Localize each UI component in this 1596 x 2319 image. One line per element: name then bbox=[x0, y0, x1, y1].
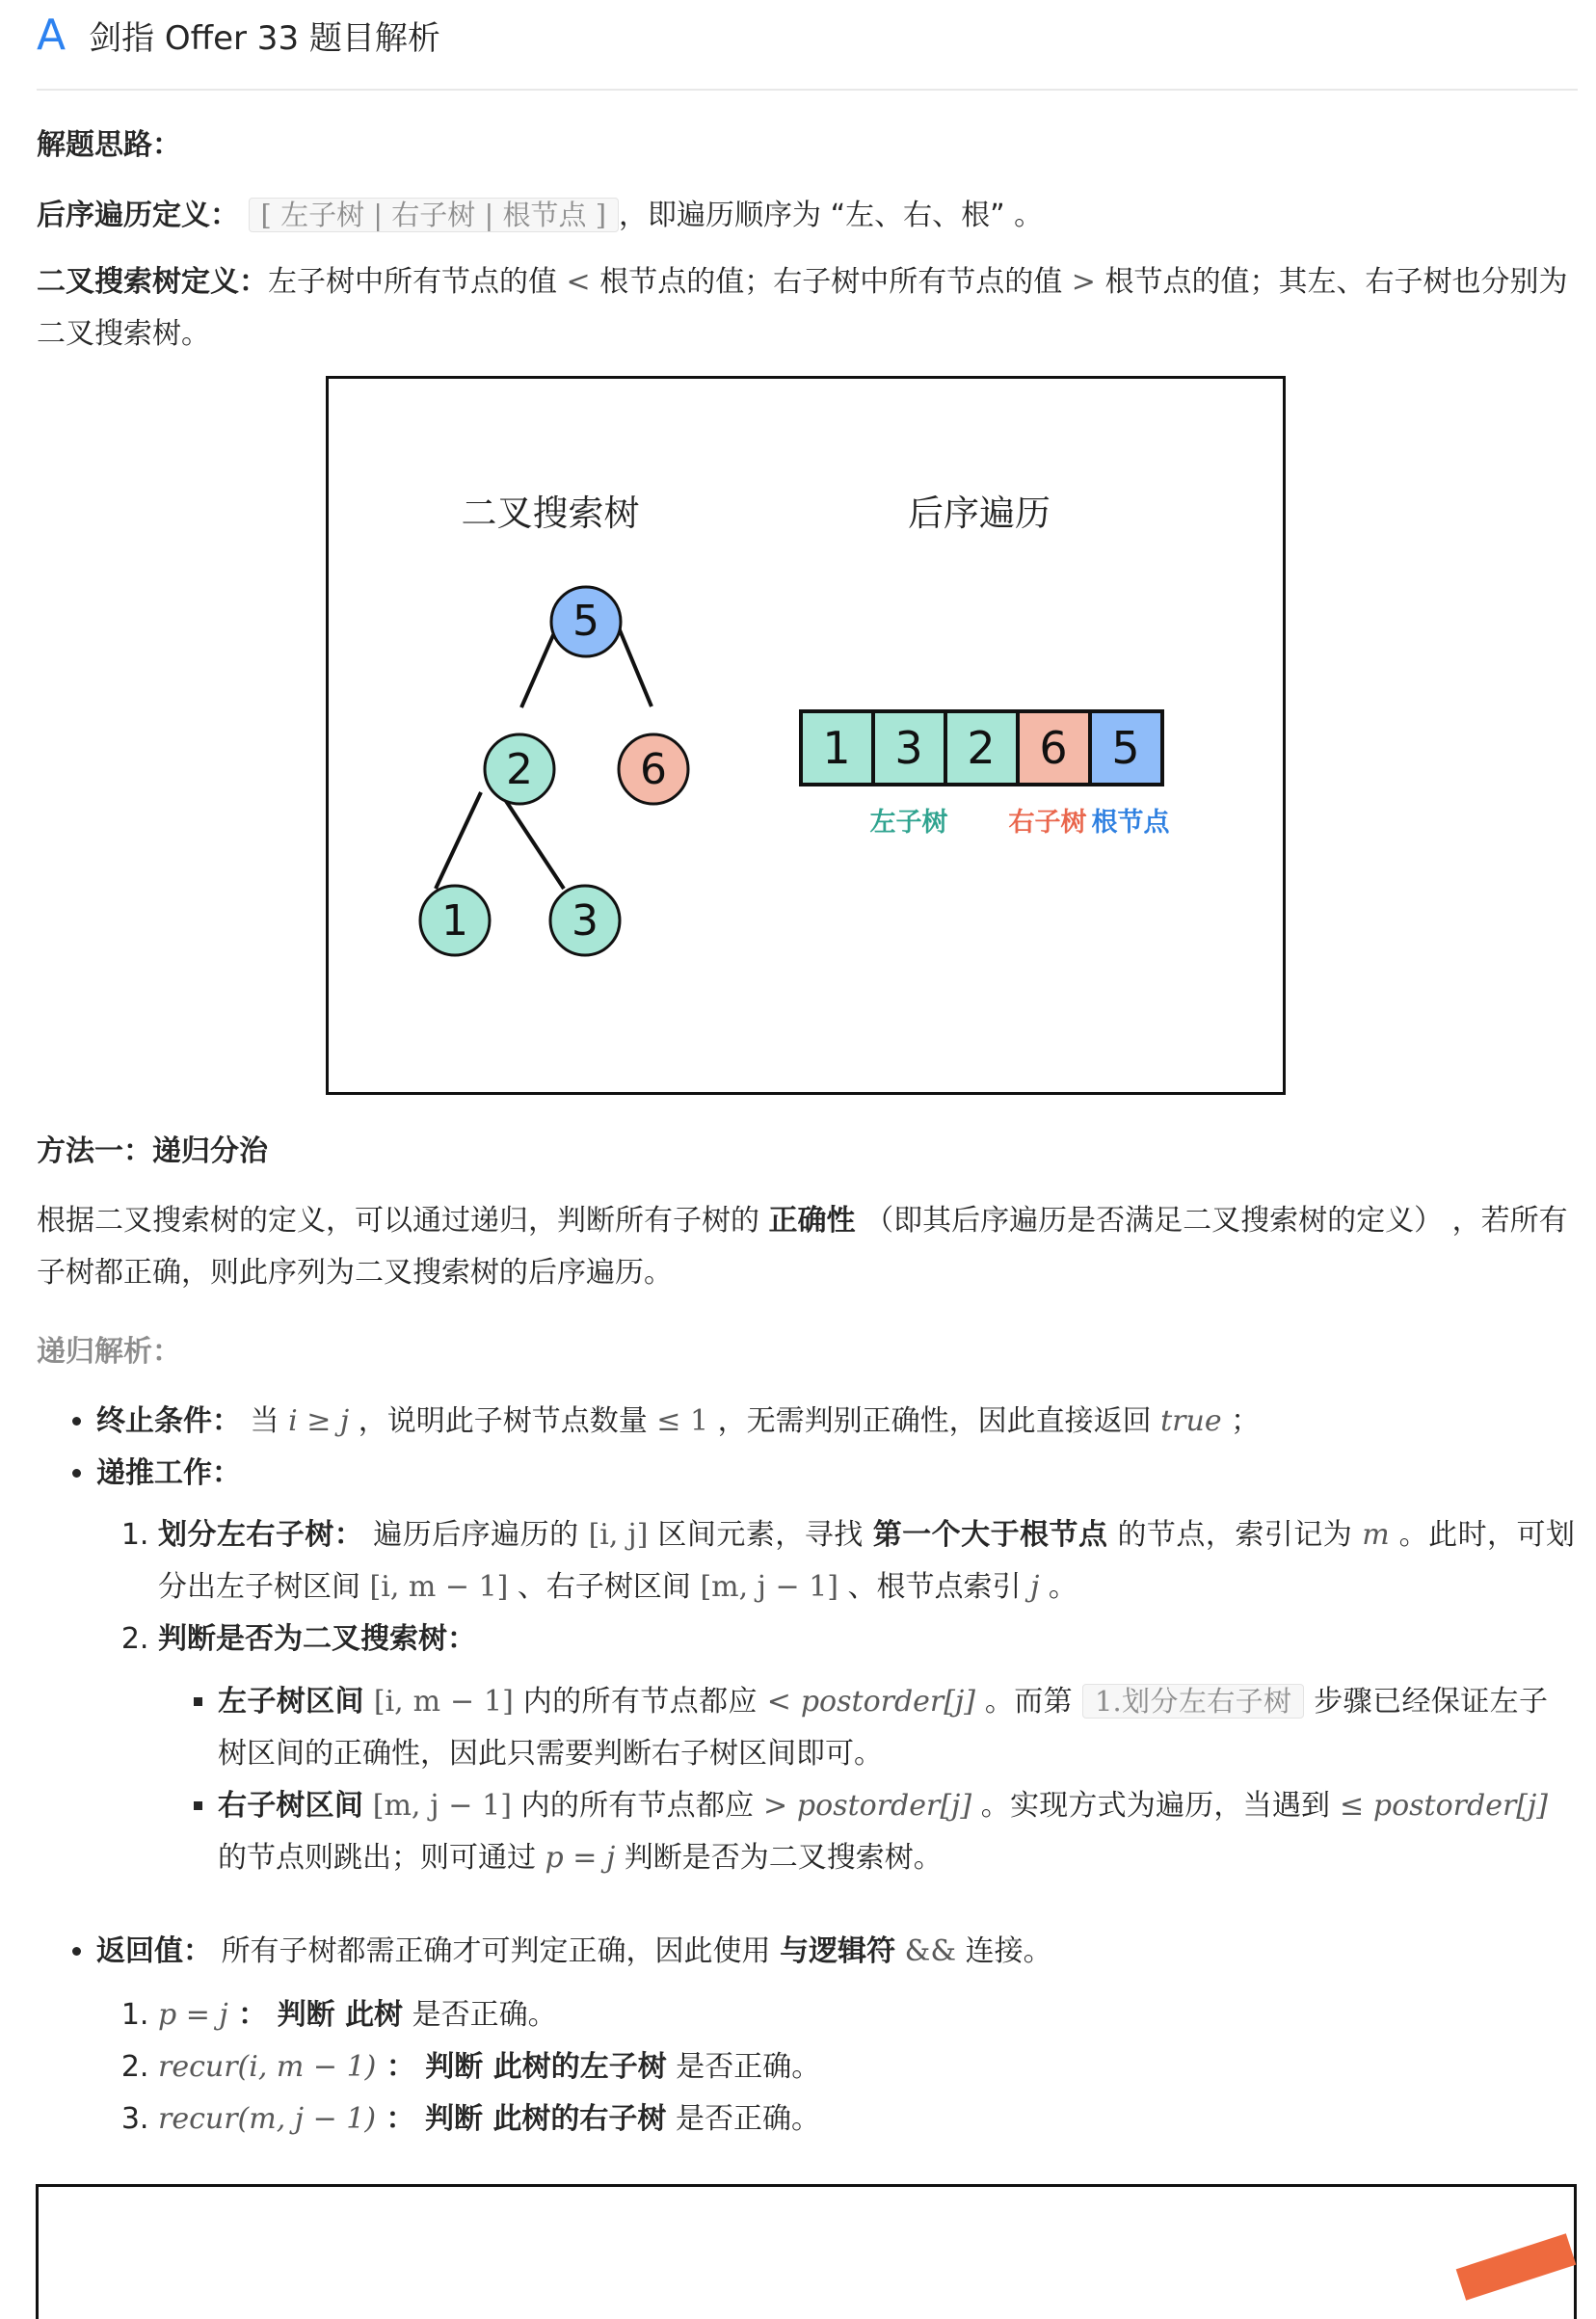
termination-text-4: ； bbox=[1221, 1404, 1261, 1438]
divide-text-3: 的节点，索引记为 bbox=[1107, 1518, 1363, 1552]
list-item-recursive-work bbox=[96, 1448, 1581, 1884]
return-item-bold: 此树的左子树 bbox=[492, 2050, 667, 2084]
return-item-tail: 是否正确。 bbox=[666, 2050, 821, 2084]
figure-svg bbox=[329, 379, 1283, 1092]
left-text-1: 内的所有节点都应 bbox=[513, 1685, 767, 1719]
bst-text-1: 左子树中所有节点的值 bbox=[268, 265, 567, 299]
divide-text-5: 、右子树区间 bbox=[508, 1570, 701, 1604]
math-lt-postorder: < postorder[j] bbox=[766, 1685, 975, 1719]
legend-right-subtree: 右子树 bbox=[1008, 808, 1087, 838]
math-gt-postorder: > postorder[j] bbox=[763, 1789, 972, 1823]
seq-label-3: 2 bbox=[967, 722, 996, 774]
recursive-work-label: 递推工作： bbox=[96, 1456, 241, 1490]
postorder-label: 后序遍历定义： bbox=[37, 199, 239, 232]
termination-text-1: 当 bbox=[241, 1404, 289, 1438]
divide-bold: 第一个大于根节点 bbox=[872, 1518, 1108, 1552]
step-divide-subtrees bbox=[158, 1509, 1575, 1613]
return-list bbox=[96, 1926, 1581, 2146]
math-range-i-m1: [i, m − 1] bbox=[369, 1570, 509, 1604]
tree-node-3-label: 3 bbox=[572, 896, 598, 946]
postorder-rest: ，即遍历顺序为 “左、右、根” 。 bbox=[619, 199, 1044, 232]
bst-label: 二叉搜索树定义： bbox=[37, 265, 268, 299]
return-item-math: recur(i, m − 1) bbox=[158, 2050, 377, 2084]
method-heading: 方法一：递归分治 bbox=[37, 1134, 268, 1168]
header-divider bbox=[37, 89, 1578, 91]
analysis-list bbox=[96, 1396, 1581, 1884]
divide-text-1: 遍历后序遍历的 bbox=[363, 1518, 589, 1552]
termination-label: 终止条件： bbox=[96, 1404, 241, 1438]
divide-text-7: 。 bbox=[1039, 1570, 1077, 1604]
tree-node-5-label: 5 bbox=[572, 597, 599, 646]
return-item-math: recur(m, j − 1) bbox=[158, 2102, 377, 2136]
right-text-4: 判断是否为二叉搜索树。 bbox=[615, 1841, 943, 1875]
math-p-eq-j: p = j bbox=[545, 1841, 616, 1875]
bst-postorder-figure bbox=[326, 376, 1286, 1095]
return-items bbox=[129, 1989, 1581, 2146]
tree-node-3 bbox=[550, 886, 620, 955]
math-right-range: [m, j − 1] bbox=[372, 1789, 512, 1823]
return-item-sep: ： 判断 bbox=[376, 2050, 493, 2084]
left-text-3: 步骤已经保证左子树区间的正确性，因此只需要判断右子树区间即可。 bbox=[218, 1685, 1548, 1771]
edge-2-3 bbox=[502, 795, 564, 889]
bst-definition bbox=[37, 256, 1579, 360]
sequence-array bbox=[801, 711, 1162, 785]
return-item-bold: 此树 bbox=[345, 1998, 404, 2032]
postorder-definition bbox=[37, 189, 1579, 242]
seq-label-1: 1 bbox=[822, 722, 851, 774]
seq-label-5: 5 bbox=[1111, 722, 1140, 774]
method-desc-bold: 正确性 bbox=[768, 1204, 856, 1238]
tree-node-6-label: 6 bbox=[640, 745, 667, 794]
return-item bbox=[158, 2041, 1581, 2093]
return-item-sep: ： 判断 bbox=[376, 2102, 493, 2136]
return-bold: 与逻辑符 bbox=[780, 1934, 896, 1968]
recursive-work-steps bbox=[129, 1509, 1575, 1884]
logo-icon[interactable]: A bbox=[37, 10, 66, 60]
method-desc-1: 根据二叉搜索树的定义，可以通过递归，判断所有子树的 bbox=[37, 1204, 769, 1238]
termination-text-2: ，说明此子树节点数量 bbox=[349, 1404, 657, 1438]
return-item bbox=[158, 1989, 1581, 2041]
math-range-i-j: [i, j] bbox=[588, 1518, 649, 1552]
legend-left-subtree: 左子树 bbox=[869, 808, 948, 838]
math-lt: < bbox=[566, 265, 591, 299]
math-m: m bbox=[1362, 1518, 1390, 1552]
postorder-code: [ 左子树 | 右子树 | 根节点 ] bbox=[249, 198, 619, 232]
math-gt: > bbox=[1071, 265, 1096, 299]
tree-node-1 bbox=[420, 886, 490, 955]
math-range-m-j1: [m, j − 1] bbox=[700, 1570, 838, 1604]
judge-left-subtree bbox=[218, 1675, 1548, 1780]
figure-partial-mark bbox=[1456, 2233, 1577, 2300]
divide-text-2: 区间元素，寻找 bbox=[648, 1518, 873, 1552]
tree-node-2 bbox=[485, 734, 554, 804]
tree-node-1-label: 1 bbox=[441, 896, 468, 946]
tree-node-5 bbox=[551, 587, 621, 656]
math-true: true bbox=[1160, 1404, 1222, 1438]
step-judge-bst bbox=[158, 1613, 1575, 1884]
second-figure-frame bbox=[36, 2184, 1577, 2319]
return-label: 返回值： bbox=[96, 1934, 212, 1968]
figure-title-sequence: 后序遍历 bbox=[908, 493, 1051, 534]
judge-right-subtree bbox=[218, 1780, 1548, 1884]
page-title: 剑指 Offer 33 题目解析 bbox=[89, 18, 440, 58]
return-item-sep: ： 判断 bbox=[227, 1998, 346, 2032]
termination-text-3: ，无需判别正确性，因此直接返回 bbox=[708, 1404, 1161, 1438]
return-text-1: 所有子树都需正确才可判定正确，因此使用 bbox=[212, 1934, 781, 1968]
divide-label: 划分左右子树： bbox=[158, 1518, 364, 1552]
figure-title-tree: 二叉搜索树 bbox=[461, 493, 640, 534]
header bbox=[37, 8, 440, 62]
math-and: && bbox=[904, 1934, 957, 1968]
edge-2-1 bbox=[436, 792, 481, 889]
return-item-math: p = j bbox=[158, 1998, 228, 2032]
right-text-2: 。实现方式为遍历，当遇到 bbox=[971, 1789, 1340, 1823]
return-text-2: 连接。 bbox=[956, 1934, 1052, 1968]
math-le-1: ≤ 1 bbox=[656, 1404, 709, 1438]
math-j: j bbox=[1030, 1570, 1040, 1604]
divide-text-4: 。此时，可划分出左子树区间 bbox=[158, 1518, 1575, 1604]
bst-text-2: 根节点的值；右子树中所有节点的值 bbox=[590, 265, 1072, 299]
math-le-postorder: ≤ postorder[j] bbox=[1340, 1789, 1549, 1823]
left-step-code: 1.划分左右子树 bbox=[1082, 1684, 1304, 1719]
math-i-ge-j: i ≥ j bbox=[288, 1404, 350, 1438]
right-text-1: 内的所有节点都应 bbox=[511, 1789, 764, 1823]
seq-label-4: 6 bbox=[1039, 722, 1068, 774]
list-item-termination bbox=[96, 1396, 1581, 1448]
tree-node-6 bbox=[619, 734, 688, 804]
return-item-tail: 是否正确。 bbox=[403, 1998, 557, 2032]
list-item-return bbox=[96, 1926, 1581, 2146]
return-item-tail: 是否正确。 bbox=[666, 2102, 820, 2136]
judge-label: 判断是否为二叉搜索树： bbox=[158, 1622, 476, 1656]
math-left-range: [i, m − 1] bbox=[373, 1685, 514, 1719]
tree-node-2-label: 2 bbox=[506, 745, 533, 794]
sequence-legend bbox=[870, 807, 1171, 838]
seq-label-2: 3 bbox=[894, 722, 923, 774]
method-description bbox=[37, 1195, 1569, 1299]
left-text-2: 。而第 bbox=[974, 1685, 1082, 1719]
method-desc-2: （即其后序遍历是否满足二叉搜索树的定义） ，若所有子树都正确，则此序列为二叉搜索树的后序遍历。 bbox=[37, 1204, 1568, 1290]
legend-root: 根节点 bbox=[1091, 808, 1170, 838]
return-item bbox=[158, 2093, 1581, 2146]
judge-sub-list bbox=[187, 1675, 1548, 1884]
divide-text-6: 、根节点索引 bbox=[838, 1570, 1031, 1604]
right-text-3: 的节点则跳出；则可通过 bbox=[218, 1841, 545, 1875]
recursion-analysis-heading: 递归解析： bbox=[37, 1335, 181, 1369]
section-heading: 解题思路： bbox=[37, 128, 181, 162]
bst-text-3: 根节点的值；其左、右子树也分别为二叉搜索树。 bbox=[37, 265, 1568, 351]
return-item-bold: 此树的右子树 bbox=[492, 2102, 667, 2136]
right-subtree-bold: 右子树区间 bbox=[218, 1789, 364, 1823]
left-subtree-bold: 左子树区间 bbox=[218, 1685, 364, 1719]
